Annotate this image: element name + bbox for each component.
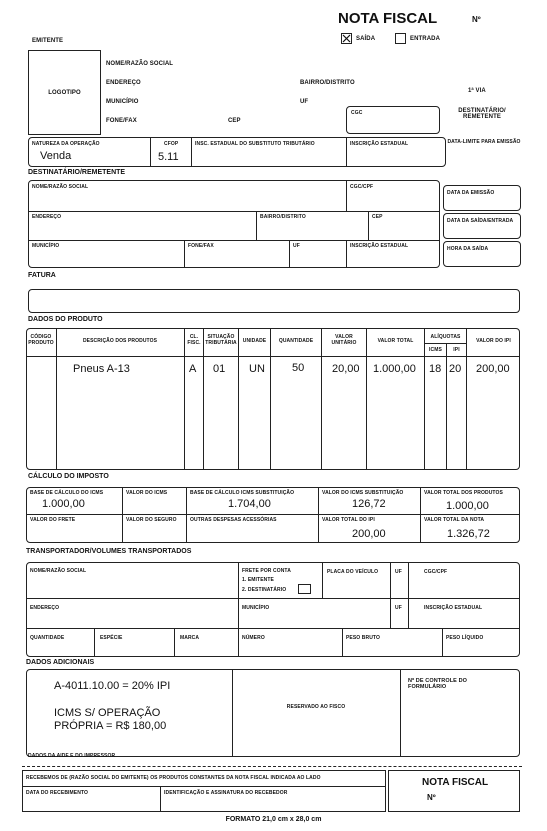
- valor-sub-value[interactable]: 126,72: [352, 498, 386, 510]
- col-valor-total: VALOR TOTAL: [377, 338, 414, 344]
- transp-municipio-label: MUNICÍPIO: [242, 605, 270, 611]
- transp-nome-label: NOME/RAZÃO SOCIAL: [30, 568, 87, 574]
- dest-insc-label: INSCRIÇÃO ESTADUAL: [350, 243, 409, 249]
- item-unidade[interactable]: UN: [249, 363, 265, 375]
- col-codigo: CÓDIGO PRODUTO: [28, 334, 54, 346]
- dest-uf-label: UF: [293, 243, 300, 249]
- seguro-label: VALOR DO SEGURO: [126, 517, 177, 523]
- outras-label: OUTRAS DESPESAS ACESSÓRIAS: [190, 517, 277, 523]
- formato-footer: FORMATO 21,0 cm x 28,0 cm: [225, 816, 322, 823]
- item-cl-fisc[interactable]: A: [189, 363, 197, 375]
- dest-municipio-label: MUNICÍPIO: [32, 243, 60, 249]
- frete-emitente-label: 1. EMITENTE: [242, 577, 274, 583]
- col-situacao: SITUAÇÃO TRIBUTÁRIA: [205, 334, 237, 346]
- emitente-endereco-label: ENDEREÇO: [106, 80, 141, 86]
- document-title: NOTA FISCAL: [338, 10, 438, 27]
- data-emissao-label: DATA DA EMISSÃO: [447, 190, 495, 196]
- destinatario-section-title: DESTINATÁRIO/REMETENTE: [28, 169, 126, 176]
- emitente-municipio-label: MUNICÍPIO: [106, 99, 139, 105]
- cfop-value[interactable]: 5.11: [158, 151, 179, 163]
- transp-cgc-label: CGC/CPF: [424, 569, 448, 575]
- cgc-box[interactable]: [346, 106, 440, 134]
- emitente-nome-label: NOME/RAZÃO SOCIAL: [106, 61, 174, 67]
- frete-destinatario-label: 2. DESTINATÁRIO: [242, 587, 287, 593]
- entrada-checkbox[interactable]: [395, 33, 406, 44]
- produtos-section-title: DADOS DO PRODUTO: [28, 316, 103, 323]
- logo-label: LOGOTIPO: [48, 90, 81, 96]
- peso-liquido-label: PESO LÍQUIDO: [446, 635, 484, 641]
- emitente-uf-label: UF: [300, 99, 309, 105]
- marca-label: MARCA: [180, 635, 200, 641]
- transp-uf2-label: UF: [395, 605, 402, 611]
- check-x-icon: [342, 34, 351, 43]
- dest-fone-label: FONE/FAX: [188, 243, 214, 249]
- placa-label: PLACA DO VEÍCULO: [327, 569, 379, 575]
- cut-line: [22, 766, 522, 767]
- data-saida-label: DATA DA SAÍDA/ENTRADA: [447, 218, 514, 224]
- entrada-label: ENTRADA: [410, 36, 441, 42]
- frete-conta-label: FRETE POR CONTA: [242, 568, 291, 574]
- item-icms[interactable]: 18: [429, 363, 442, 375]
- numero-label: Nº: [472, 15, 481, 24]
- col-quantidade: QUANTIDADE: [278, 338, 314, 344]
- natureza-label: NATUREZA DA OPERAÇÃO: [32, 141, 100, 147]
- col-descricao: DESCRIÇÃO DOS PRODUTOS: [82, 338, 158, 344]
- cfop-label: CFOP: [164, 141, 179, 147]
- base-icms-value[interactable]: 1.000,00: [42, 498, 85, 510]
- impressor-label: DADOS DA AIDF E DO IMPRESSOR: [28, 753, 116, 759]
- dest-bairro-label: BAIRRO/DISTRITO: [260, 214, 306, 220]
- base-icms-label: BASE DE CÁLCULO DO ICMS: [30, 490, 104, 496]
- ipi-total-label: VALOR TOTAL DO IPI: [322, 517, 375, 523]
- total-prod-label: VALOR TOTAL DOS PRODUTOS: [424, 490, 503, 496]
- col-valor-unitario: VALOR UNITÁRIO: [331, 334, 357, 346]
- adicionais-line2[interactable]: ICMS S/ OPERAÇÃO: [54, 707, 161, 719]
- col-valor-ipi: VALOR DO IPI: [476, 338, 511, 344]
- emitente-label: EMITENTE: [32, 38, 64, 44]
- ipi-total-value[interactable]: 200,00: [352, 528, 386, 540]
- adicionais-section-title: DADOS ADICIONAIS: [26, 659, 95, 666]
- col-unidade: UNIDADE: [242, 338, 267, 344]
- emitente-bairro-label: BAIRRO/DISTRITO: [300, 80, 355, 86]
- adicionais-line3[interactable]: PRÓPRIA = R$ 180,00: [54, 720, 167, 732]
- hora-saida-label: HORA DA SAÍDA: [447, 246, 489, 252]
- transportador-section-title: TRANSPORTADOR/VOLUMES TRANSPORTADOS: [26, 548, 192, 555]
- reservado-fisco-label: RESERVADO AO FISCO: [286, 704, 346, 710]
- total-nota-label: VALOR TOTAL DA NOTA: [424, 517, 485, 523]
- transp-insc-label: INSCRIÇÃO ESTADUAL: [424, 605, 483, 611]
- dest-cep-label: CEP: [372, 214, 383, 220]
- item-quantidade[interactable]: 50: [292, 362, 305, 374]
- saida-label: SAÍDA: [356, 36, 376, 42]
- valor-icms-label: VALOR DO ICMS: [126, 490, 168, 496]
- col-cl-fisc: CL. FISC.: [187, 334, 201, 346]
- total-prod-value[interactable]: 1.000,00: [446, 500, 489, 512]
- item-situacao[interactable]: 01: [213, 363, 226, 375]
- frete-label: VALOR DO FRETE: [30, 517, 76, 523]
- quantidade-label: QUANTIDADE: [30, 635, 65, 641]
- valor-sub-label: VALOR DO ICMS SUBSTITUIÇÃO: [322, 490, 404, 496]
- fatura-box[interactable]: [28, 289, 520, 313]
- total-nota-value[interactable]: 1.326,72: [447, 528, 490, 540]
- emitente-fone-label: FONE/FAX: [106, 118, 137, 124]
- insc-est-label: INSCRIÇÃO ESTADUAL: [350, 141, 409, 147]
- insc-sub-label: INSC. ESTADUAL DO SUBSTITUTO TRIBUTÁRIO: [195, 141, 315, 147]
- via-label: 1ª VIA: [468, 88, 486, 94]
- transp-endereco-label: ENDEREÇO: [30, 605, 60, 611]
- data-recebimento-label: DATA DO RECEBIMENTO: [26, 790, 88, 796]
- hora-saida-box[interactable]: [443, 241, 521, 267]
- cgc-label: CGC: [351, 110, 363, 116]
- peso-bruto-label: PESO BRUTO: [346, 635, 380, 641]
- saida-checkbox[interactable]: [341, 33, 352, 44]
- item-ipi[interactable]: 20: [449, 363, 462, 375]
- natureza-value[interactable]: Venda: [40, 150, 72, 162]
- calculo-section-title: CÁLCULO DO IMPOSTO: [28, 473, 109, 480]
- dest-endereco-label: ENDEREÇO: [32, 214, 62, 220]
- col-aliquotas: ALÍQUOTAS: [430, 334, 461, 340]
- item-valor-ipi[interactable]: 200,00: [476, 363, 510, 375]
- dest-cgc-label: CGC/CPF: [350, 184, 374, 190]
- canhoto-numero-label: Nº: [427, 793, 436, 802]
- numero-vol-label: NÚMERO: [242, 635, 265, 641]
- item-valor-total[interactable]: 1.000,00: [373, 363, 416, 375]
- identificacao-label: IDENTIFICAÇÃO E ASSINATURA DO RECEBEDOR: [164, 790, 288, 796]
- emitente-cep-label: CEP: [228, 118, 241, 124]
- data-emissao-box[interactable]: [443, 185, 521, 211]
- item-valor-unitario[interactable]: 20,00: [332, 363, 360, 375]
- data-saida-box[interactable]: [443, 213, 521, 239]
- data-limite-label: DATA-LIMITE PARA EMISSÃO: [447, 139, 521, 145]
- dest-nome-label: NOME/RAZÃO SOCIAL: [32, 184, 89, 190]
- col-icms: ICMS: [429, 347, 442, 353]
- especie-label: ESPÉCIE: [100, 635, 123, 641]
- fatura-section-title: FATURA: [28, 272, 56, 279]
- transp-uf-label: UF: [395, 569, 402, 575]
- destinatario-box: [28, 180, 440, 268]
- base-sub-label: BASE DE CÁLCULO ICMS SUBSTITUIÇÃO: [190, 490, 295, 496]
- destinatario-via-label: DESTINATÁRIO/ REMETENTE: [458, 108, 506, 120]
- adicionais-line1[interactable]: A-4011.10.00 = 20% IPI: [54, 680, 171, 692]
- canhoto-nf-title: NOTA FISCAL: [422, 777, 489, 788]
- base-sub-value[interactable]: 1.704,00: [228, 498, 271, 510]
- recebemos-label: RECEBEMOS DE (RAZÃO SOCIAL DO EMITENTE) OS PRODUTOS CONSTANTES DA NOTA FISCAL INDICADA AO LADO: [26, 775, 321, 781]
- frete-checkbox[interactable]: [298, 584, 311, 594]
- controle-label: Nº DE CONTROLE DO FORMULÁRIO: [408, 678, 468, 690]
- item-descricao[interactable]: Pneus A-13: [73, 363, 130, 375]
- col-ipi: IPI: [453, 347, 460, 353]
